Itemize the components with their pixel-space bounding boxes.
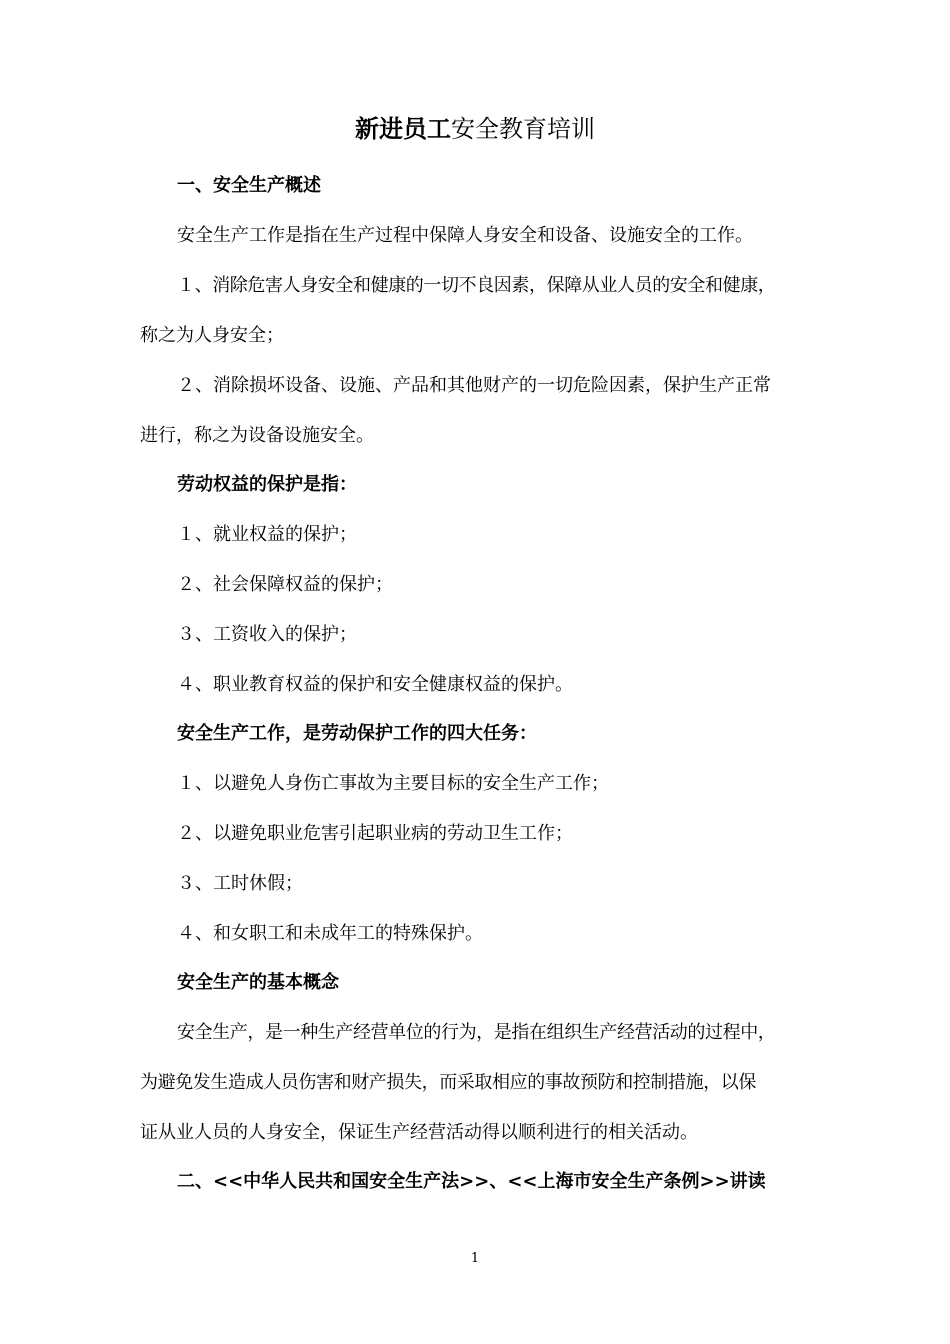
page-number: 1 <box>470 1251 480 1266</box>
list-item: ３、工时休假； <box>177 873 303 894</box>
list-item: ３、工资收入的保护； <box>177 624 357 645</box>
paragraph-line: １、消除危害人身安全和健康的一切不良因素，保障从业人员的安全和健康， <box>177 275 776 296</box>
paragraph-line: 进行，称之为设备设施安全。 <box>140 425 374 446</box>
paragraph-line: 安全生产，是一种生产经营单位的行为，是指在组织生产经营活动的过程中， <box>177 1022 776 1043</box>
list-item: ２、以避免职业危害引起职业病的劳动卫生工作； <box>177 823 573 844</box>
section-heading-overview: 一、安全生产概述 <box>177 175 321 196</box>
title-bold-part: 新进员工 <box>355 115 451 143</box>
section-heading-labor-rights: 劳动权益的保护是指： <box>177 474 357 495</box>
section-heading-basic-concept: 安全生产的基本概念 <box>177 972 339 993</box>
list-item: ４、职业教育权益的保护和安全健康权益的保护。 <box>177 674 573 695</box>
document-title <box>0 112 950 146</box>
paragraph-line: 称之为人身安全； <box>140 325 284 346</box>
list-item: ４、和女职工和未成年工的特殊保护。 <box>177 923 483 944</box>
paragraph-line: 证从业人员的人身安全，保证生产经营活动得以顺利进行的相关活动。 <box>140 1122 698 1143</box>
paragraph-line: 安全生产工作是指在生产过程中保障人身安全和设备、设施安全的工作。 <box>177 225 753 246</box>
list-item: ２、社会保障权益的保护； <box>177 574 393 595</box>
section-heading-law-reading: 二、<<中华人民共和国安全生产法>>、<<上海市安全生产条例>>讲读 <box>177 1171 766 1192</box>
paragraph-line: 为避免发生造成人员伤害和财产损失，而采取相应的事故预防和控制措施，以保 <box>140 1072 756 1093</box>
paragraph-line: ２、消除损坏设备、设施、产品和其他财产的一切危险因素，保护生产正常 <box>177 375 771 396</box>
list-item: １、以避免人身伤亡事故为主要目标的安全生产工作； <box>177 773 609 794</box>
title-normal-part: 安全教育培训 <box>451 115 595 143</box>
section-heading-four-tasks: 安全生产工作，是劳动保护工作的四大任务： <box>177 723 537 744</box>
list-item: １、就业权益的保护； <box>177 524 357 545</box>
